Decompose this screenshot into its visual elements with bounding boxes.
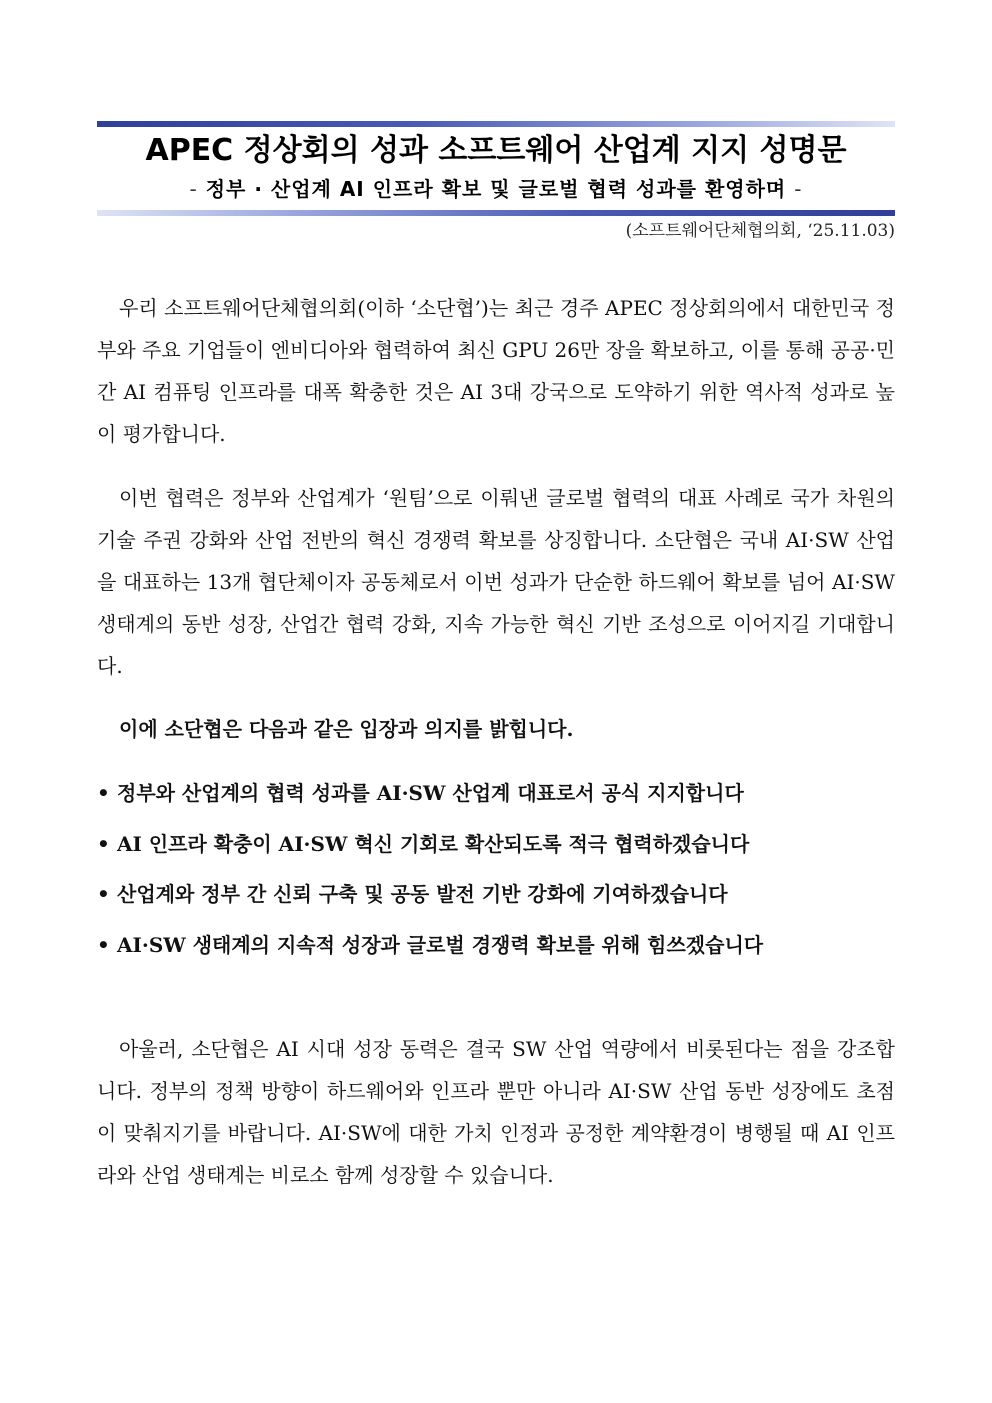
title-bottom-rule <box>97 210 895 216</box>
bullet-marker: • <box>97 932 110 957</box>
list-item-text: AI·SW 생태계의 지속적 성장과 글로벌 경쟁력 확보를 위해 힘쓰겠습니다 <box>117 932 764 957</box>
paragraph-cooperation: 이번 협력은 정부와 산업계가 ‘원팀’으로 이뤄낸 글로벌 협력의 대표 사례로 국가 차원의 기술 주권 강화와 산업 전반의 혁신 경쟁력 확보를 상징합니다. 소단협은 국내 AI·SW 산업을 대표하는 13개 협단체이자 공동체로서 이번 성과가 단순한 하드웨어 확보를 넘어 AI·SW 생태계의 동반 성장, 산업간 협력 강화, 지속 가능한 혁신 기반 조성으로 이어지길 기대합니다. <box>97 486 895 678</box>
list-item <box>97 768 895 819</box>
list-item <box>97 819 895 870</box>
document-title: APEC 정상회의 성과 소프트웨어 산업계 지지 성명문 <box>145 133 847 168</box>
bullet-marker: • <box>97 781 110 805</box>
list-item-text: AI 인프라 확충이 AI·SW 혁신 기회로 확산되도록 적극 협력하겠습니다 <box>117 831 750 856</box>
list-item-text: 정부와 산업계의 협력 성과를 AI·SW 산업계 대표로서 공식 지지합니다 <box>117 781 744 805</box>
source-date-line: (소프트웨어단체협의회, ‘25.11.03) <box>625 221 895 241</box>
stance-heading: 이에 소단협은 다음과 같은 입장과 의지를 밝힙니다. <box>119 717 574 741</box>
title-top-rule <box>97 121 895 127</box>
subtitle-text: 정부 · 산업계 AI 인프라 확보 및 글로벌 협력 성과를 환영하며 <box>205 177 787 201</box>
paragraph-conclusion: 아울러, 소단협은 AI 시대 성장 동력은 결국 SW 산업 역량에서 비롯된다는 점을 강조합니다. 정부의 정책 방향이 하드웨어와 인프라 뿐만 아니라 AI·SW 산업 동반 성장에도 초점이 맞춰지기를 바랍니다. AI·SW에 대한 가치 인정과 공정한 계약환경이 병행될 때 AI 인프라와 산업 생태계는 비로소 함께 성장할 수 있습니다. <box>97 1037 895 1187</box>
position-list <box>97 768 895 970</box>
list-item-text: 산업계와 정부 간 신뢰 구축 및 공동 발전 기반 강화에 기여하겠습니다 <box>117 882 728 906</box>
list-item <box>97 920 895 971</box>
list-item <box>97 869 895 920</box>
document-subtitle <box>97 172 895 206</box>
subtitle-dash-right: - <box>794 177 803 201</box>
paragraph-intro: 우리 소프트웨어단체협의회(이하 ‘소단협’)는 최근 경주 APEC 정상회의에서 대한민국 정부와 주요 기업들이 엔비디아와 협력하여 최신 GPU 26만 장을 확보하고, 이를 통해 공공·민간 AI 컴퓨팅 인프라를 대폭 확충한 것은 AI 3대 강국으로 도약하기 위한 역사적 성과로 높이 평가합니다. <box>97 296 895 446</box>
bullet-marker: • <box>97 831 110 856</box>
subtitle-dash-left: - <box>189 177 198 201</box>
bullet-marker: • <box>97 882 110 906</box>
